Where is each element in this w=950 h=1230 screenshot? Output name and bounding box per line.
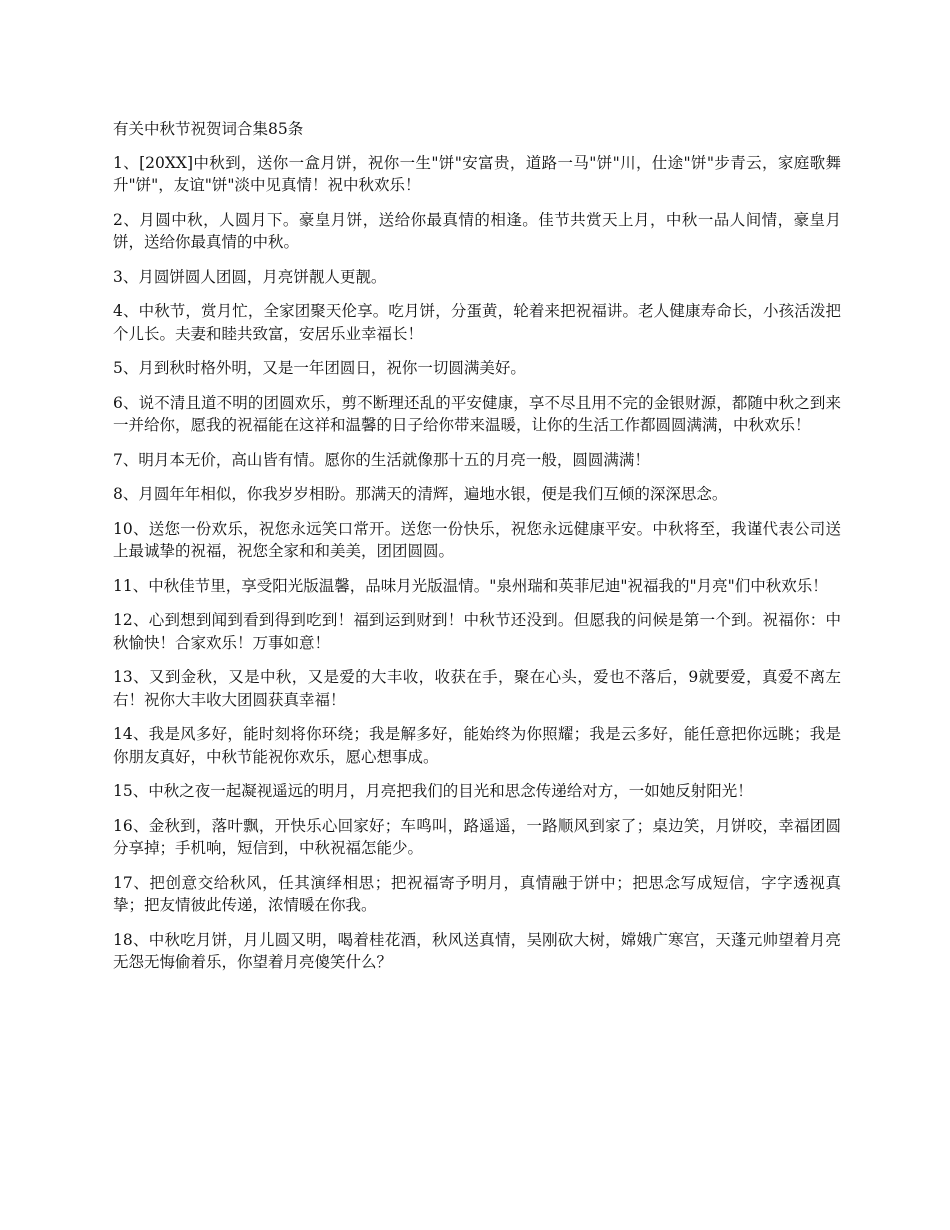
list-item: 16、金秋到，落叶飘，开快乐心回家好；车鸣叫，路遥遥，一路顺风到家了；桌边笑，月饼咬，幸福团圆分享掉；手机响，短信到，中秋祝福怎能少。 [113,816,841,857]
list-item: 1、[20XX]中秋到，送你一盒月饼，祝你一生"饼"安富贵，道路一马"饼"川，仕途"饼"步青云，家庭歌舞升"饼"，友谊"饼"淡中见真情！祝中秋欢乐！ [113,153,841,194]
list-item: 18、中秋吃月饼，月儿圆又明，喝着桂花酒，秋风送真情，吴刚砍大树，嫦娥广寒宫，天蓬元帅望着月亮无怨无悔偷着乐，你望着月亮傻笑什么？ [113,930,841,971]
list-item: 2、月圆中秋，人圆月下。豪皇月饼，送给你最真情的相逢。佳节共赏天上月，中秋一品人间情，豪皇月饼，送给你最真情的中秋。 [113,210,841,251]
list-item: 7、明月本无价，高山皆有情。愿你的生活就像那十五的月亮一般，圆圆满满！ [113,450,650,469]
entry-list [113,152,841,974]
list-item: 3、月圆饼圆人团圆，月亮饼靓人更靓。 [113,267,387,286]
list-item: 17、把创意交给秋风，任其演绎相思；把祝福寄予明月，真情融于饼中；把思念写成短信，字字透视真挚；把友情彼此传递，浓情暖在你我。 [113,873,841,914]
list-item: 8、月圆年年相似，你我岁岁相盼。那满天的清辉，遍地水银，便是我们互倾的深深思念。 [113,485,728,503]
list-item: 5、月到秋时格外明，又是一年团圆日，祝你一切圆满美好。 [113,359,526,377]
list-item: 6、说不清且道不明的团圆欢乐，剪不断理还乱的平安健康，享不尽且用不完的金银财源，都随中秋之到来一并给你，愿我的祝福能在这祥和温馨的日子给你带来温暖，让你的生活工作都圆圆满满，中秋欢乐！ [113,393,841,434]
list-item: 15、中秋之夜一起凝视遥远的明月，月亮把我们的目光和思念传递给对方，一如她反射阳光！ [113,782,753,800]
list-item: 12、心到想到闻到看到得到吃到！福到运到财到！中秋节还没到。但愿我的问候是第一个到。祝福你：中秋愉快！合家欢乐！万事如意！ [113,611,841,652]
list-item: 13、又到金秋，又是中秋，又是爱的大丰收，收获在手，聚在心头，爱也不落后，9就要爱，真爱不离左右！祝你大丰收大团圆获真幸福！ [113,668,841,709]
document-page [113,118,841,986]
list-item: 14、我是风多好，能时刻将你环绕；我是解多好，能始终为你照耀；我是云多好，能任意把你远眺；我是你朋友真好，中秋节能祝你欢乐，愿心想事成。 [113,725,841,766]
list-item: 11、中秋佳节里，享受阳光版温馨，品味月光版温情。"泉州瑞和英菲尼迪"祝福我的"月亮"们中秋欢乐！ [113,576,828,595]
document-title: 有关中秋节祝贺词合集85条 [113,120,304,138]
list-item: 10、送您一份欢乐，祝您永远笑口常开。送您一份快乐，祝您永远健康平安。中秋将至，我谨代表公司送上最诚挚的祝福，祝您全家和和美美，团团圆圆。 [113,519,841,560]
list-item: 4、中秋节，赏月忙，全家团聚天伦享。吃月饼，分蛋黄，轮着来把祝福讲。老人健康寿命长，小孩活泼把个儿长。夫妻和睦共致富，安居乐业幸福长！ [113,302,841,343]
